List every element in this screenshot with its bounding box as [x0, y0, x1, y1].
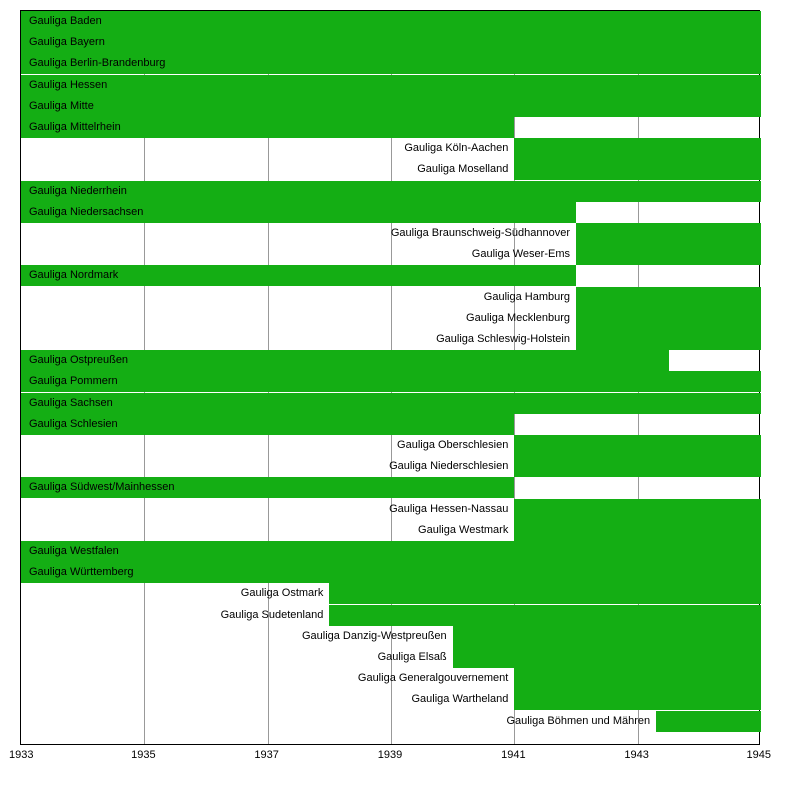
x-tick-label: 1937 [254, 749, 279, 761]
x-tick-label: 1945 [746, 749, 772, 761]
bar-label: Gauliga Wartheland [411, 693, 509, 706]
bar [514, 159, 761, 180]
bar-row [21, 605, 759, 626]
bar [21, 541, 761, 562]
bar-row [21, 96, 759, 117]
bar-label: Gauliga Sachsen [29, 396, 113, 409]
bar-label: Gauliga Niedersachsen [29, 205, 144, 218]
bar-row [21, 456, 759, 477]
bar [576, 244, 761, 265]
bar-label: Gauliga Schlesien [29, 417, 118, 430]
bar-label: Gauliga Mitte [29, 99, 94, 112]
bar-label: Gauliga Braunschweig-Südhannover [390, 227, 570, 239]
bar-label: Gauliga Ostmark [240, 587, 324, 600]
bar [514, 520, 761, 541]
bar-row [21, 265, 759, 286]
bar-row [21, 117, 759, 138]
bar-row [21, 711, 759, 732]
bar [21, 75, 761, 96]
bar-label: Gauliga Köln-Aachen [404, 142, 509, 155]
bar [514, 456, 761, 477]
x-tick-label: 1935 [131, 749, 156, 761]
bar-label: Gauliga Weser-Ems [471, 248, 570, 261]
bar [514, 668, 761, 689]
plot-area [20, 10, 760, 745]
bar [21, 393, 761, 414]
bar-label: Gauliga Berlin-Brandenburg [29, 57, 166, 70]
bar-label: Gauliga Sudetenland [220, 608, 324, 621]
bar-row [21, 11, 759, 32]
bar-label: Gauliga Schleswig-Holstein [436, 333, 570, 345]
bar-row [21, 350, 759, 371]
bar [453, 647, 761, 668]
bar-label: Gauliga Danzig-Westpreußen [301, 629, 447, 642]
bar-row [21, 435, 759, 456]
bar [514, 499, 761, 520]
bar [21, 96, 761, 117]
bar [576, 287, 761, 308]
bar [21, 371, 761, 392]
bar-label: Gauliga Südwest/Mainhessen [29, 481, 175, 494]
bar-label: Gauliga Hessen-Nassau [389, 502, 509, 515]
bar [514, 435, 761, 456]
bar [329, 605, 761, 626]
bar [21, 181, 761, 202]
bar [514, 138, 761, 159]
bar-row [21, 159, 759, 180]
bar-row [21, 626, 759, 647]
bar [656, 711, 761, 732]
bar-label: Gauliga Elsaß [377, 651, 447, 663]
bar-label: Gauliga Ostpreußen [29, 354, 129, 367]
bar-row [21, 668, 759, 689]
bar-label: Gauliga Generalgouvernement [357, 672, 509, 685]
bar [576, 329, 761, 350]
bar-row [21, 647, 759, 668]
bar-label: Gauliga Hamburg [483, 290, 570, 303]
bar [453, 626, 761, 647]
bar-row [21, 477, 759, 498]
bar-row [21, 689, 759, 710]
bar-label: Gauliga Niederschlesien [389, 460, 509, 473]
x-axis [0, 745, 800, 775]
bar-row [21, 562, 759, 583]
bar [21, 32, 761, 53]
bar-row [21, 393, 759, 414]
bar [576, 223, 761, 244]
bar-row [21, 329, 759, 350]
bar-label: Gauliga Nordmark [29, 269, 119, 282]
bar-label: Gauliga Bayern [29, 36, 105, 49]
bar-label: Gauliga Westmark [418, 523, 509, 536]
bar-row [21, 53, 759, 74]
x-tick-label: 1943 [624, 749, 649, 761]
bar-row [21, 138, 759, 159]
bar [576, 308, 761, 329]
bar-label: Gauliga Baden [29, 15, 102, 27]
bar-row [21, 499, 759, 520]
bar-row [21, 371, 759, 392]
bar-label: Gauliga Niederrhein [29, 184, 127, 197]
bar-row [21, 202, 759, 223]
bar-row [21, 583, 759, 604]
bar-row [21, 287, 759, 308]
bar-label: Gauliga Moselland [417, 163, 509, 176]
x-tick-label: 1941 [501, 749, 526, 761]
bar-label: Gauliga Böhmen und Mähren [506, 714, 651, 727]
bar-label: Gauliga Pommern [29, 375, 118, 388]
bar [329, 583, 761, 604]
bar-label: Gauliga Westfalen [29, 545, 119, 557]
x-tick-label: 1939 [377, 749, 403, 761]
bar-row [21, 223, 759, 244]
bar-label: Gauliga Württemberg [29, 566, 134, 579]
x-tick-label: 1933 [8, 749, 34, 761]
bar-row [21, 181, 759, 202]
bar-row [21, 520, 759, 541]
bar-label: Gauliga Oberschlesien [397, 439, 509, 451]
bar-label: Gauliga Mittelrhein [29, 121, 121, 133]
bar-row [21, 541, 759, 562]
bar-row [21, 308, 759, 329]
bar [21, 11, 761, 32]
bar-label: Gauliga Hessen [29, 78, 108, 91]
bar-row [21, 244, 759, 265]
bar [514, 689, 761, 710]
bar-label: Gauliga Mecklenburg [466, 311, 570, 324]
bar-row [21, 414, 759, 435]
bar-row [21, 75, 759, 96]
bar-row [21, 32, 759, 53]
